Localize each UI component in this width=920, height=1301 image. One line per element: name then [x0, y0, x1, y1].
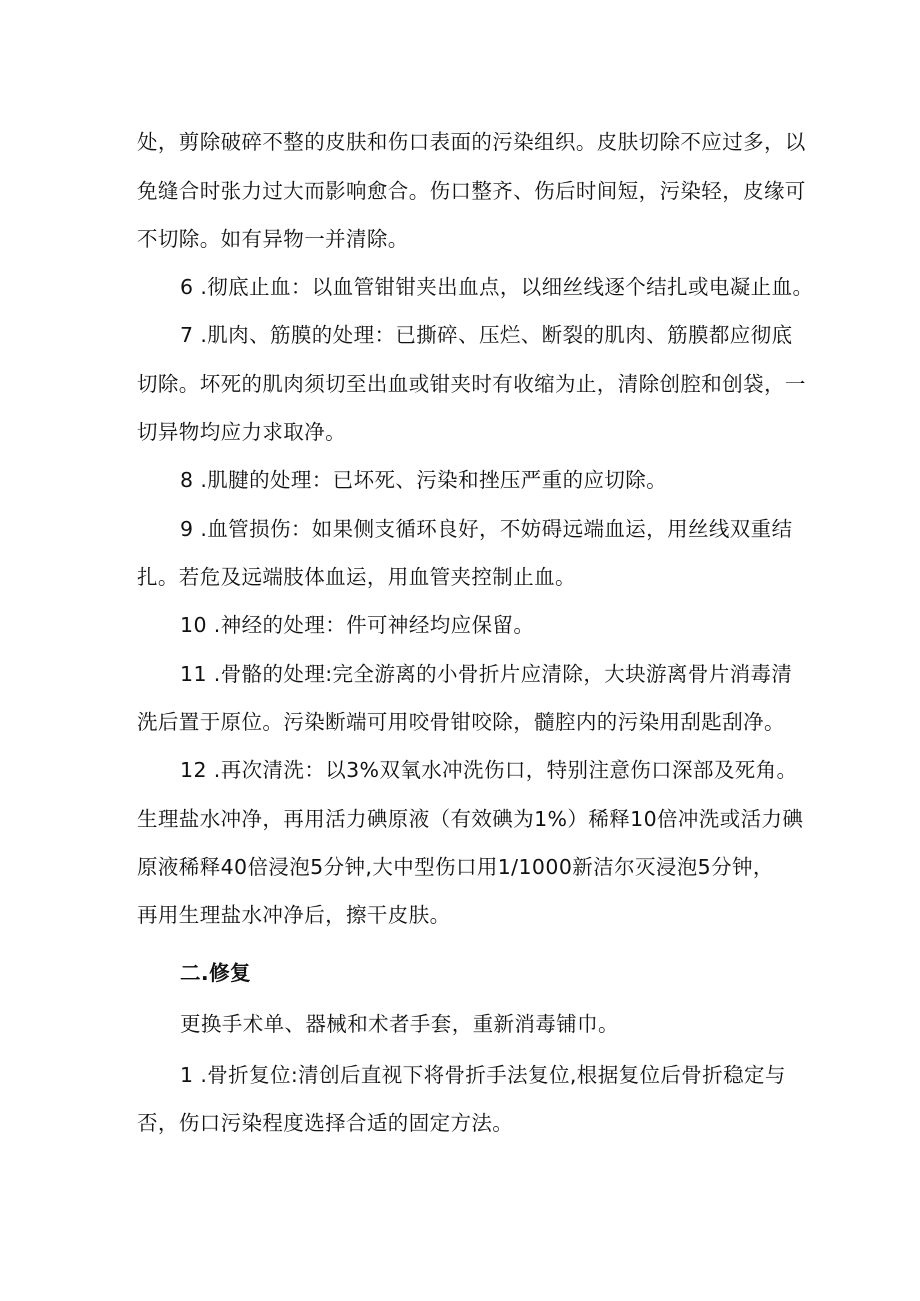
text-line: 否，伤口污染程度选择合适的固定方法。	[137, 1111, 514, 1135]
list-item-7: 7 .肌肉、筋膜的处理：已撕碎、压烂、断裂的肌肉、筋膜都应彻底	[180, 323, 793, 347]
list-item-11: 11 .骨骼的处理:完全游离的小骨折片应清除，大块游离骨片消毒清	[180, 662, 793, 686]
text-line: 洗后置于原位。污染断端可用咬骨钳咬除，髓腔内的污染用刮匙刮净。	[137, 710, 785, 734]
list-item-9: 9 .血管损伤：如果侧支循环良好，不妨碍远端血运，用丝线双重结	[180, 517, 793, 541]
section-heading: 二.修复	[180, 961, 251, 985]
text-line: 生理盐水冲净，再用活力碘原液（有效碘为1%）稀释10倍冲洗或活力碘	[137, 807, 804, 831]
list-item-6: 6 .彻底止血：以血管钳钳夹出血点，以细丝线逐个结扎或电凝止血。	[180, 275, 814, 299]
list-item-12: 12 .再次清洗：以3%双氧水冲洗伤口，特别注意伤口深部及死角。	[180, 758, 798, 782]
text-line: 处，剪除破碎不整的皮肤和伤口表面的污染组织。皮肤切除不应过多，以	[137, 130, 806, 154]
text-line: 免缝合时张力过大而影响愈合。伤口整齐、伤后时间短，污染轻，皮缘可	[137, 179, 806, 203]
list-item-10: 10 .神经的处理：件可神经均应保留。	[180, 613, 535, 637]
text-line: 不切除。如有异物一并清除。	[137, 227, 409, 251]
text-line: 切异物均应力求取净。	[137, 420, 346, 444]
list-item-repair-1: 1 .骨折复位:清创后直视下将骨折手法复位,根据复位后骨折稳定与	[180, 1063, 786, 1087]
text-line: 更换手术单、器械和术者手套，重新消毒铺巾。	[180, 1012, 619, 1036]
text-line: 扎。若危及远端肢体血运，用血管夹控制止血。	[137, 565, 576, 589]
text-line: 原液稀释40倍浸泡5分钟,大中型伤口用1/1000新洁尔灭浸泡5分钟，	[137, 855, 774, 879]
text-line: 切除。坏死的肌肉须切至出血或钳夹时有收缩为止，清除创腔和创袋，一	[137, 372, 806, 396]
list-item-8: 8 .肌腱的处理：已坏死、污染和挫压严重的应切除。	[180, 468, 668, 492]
text-line: 再用生理盐水冲净后，擦干皮肤。	[137, 903, 451, 927]
